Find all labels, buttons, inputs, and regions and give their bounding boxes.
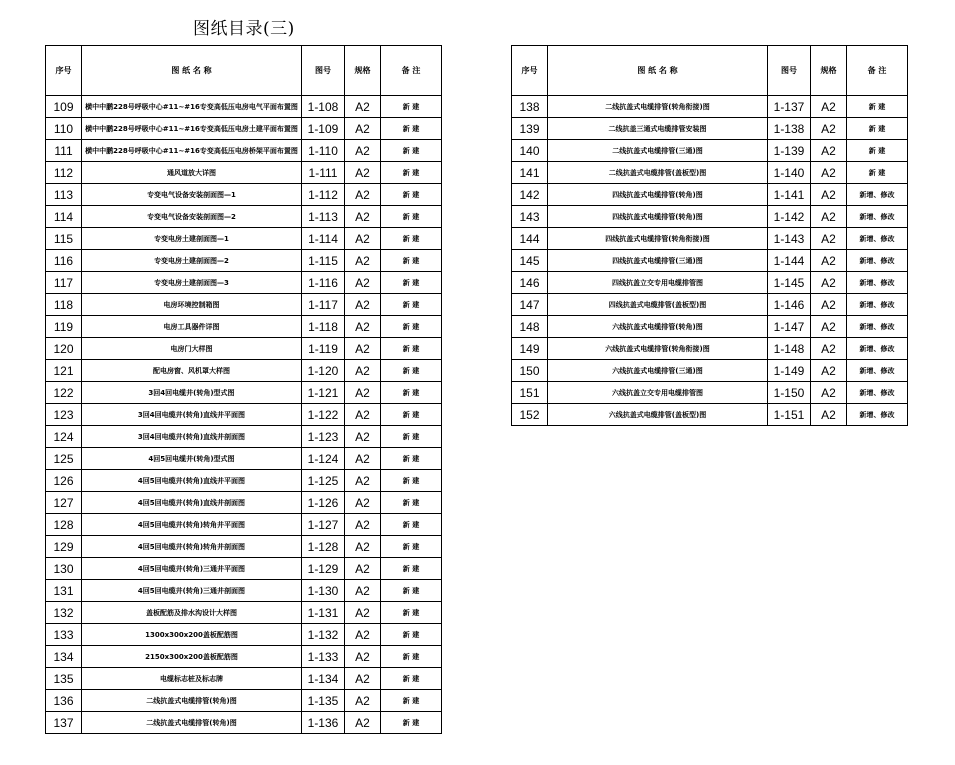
table-row xyxy=(46,382,442,404)
row-number: 136 xyxy=(46,690,82,712)
row-number: 119 xyxy=(46,316,82,338)
drawing-code: 1-110 xyxy=(302,140,345,162)
paper-size: A2 xyxy=(811,382,847,404)
table-row xyxy=(46,580,442,602)
drawing-code: 1-123 xyxy=(302,426,345,448)
remark: 新 建 xyxy=(381,96,442,118)
drawing-name: 通风道放大详图 xyxy=(82,162,302,184)
table-row xyxy=(512,250,908,272)
drawing-code: 1-108 xyxy=(302,96,345,118)
paper-size: A2 xyxy=(345,448,381,470)
drawing-name: 二线抗盖式电缆排管(转角)图 xyxy=(82,690,302,712)
row-number: 137 xyxy=(46,712,82,734)
page-title: 图纸目录(三) xyxy=(193,19,295,39)
drawing-name: 横中中鹏228号呼吸中心#11~#16专变高低压电房桥架平面布置图 xyxy=(82,140,302,162)
paper-size: A2 xyxy=(345,426,381,448)
paper-size: A2 xyxy=(345,536,381,558)
drawing-name: 盖板配筋及排水沟设计大样图 xyxy=(82,602,302,624)
drawing-name: 电缆标志桩及标志牌 xyxy=(82,668,302,690)
table-row xyxy=(46,96,442,118)
drawing-name: 二线抗盖式电缆排管(转角衔接)图 xyxy=(548,96,768,118)
remark: 新 建 xyxy=(381,558,442,580)
remark: 新 建 xyxy=(381,316,442,338)
drawing-name: 四线抗盖式电缆排管(转角)图 xyxy=(548,184,768,206)
remark: 新 建 xyxy=(381,646,442,668)
drawing-code: 1-144 xyxy=(768,250,811,272)
table-row xyxy=(512,118,908,140)
drawing-code: 1-124 xyxy=(302,448,345,470)
table-row xyxy=(512,96,908,118)
remark: 新 建 xyxy=(381,624,442,646)
row-number: 116 xyxy=(46,250,82,272)
remark: 新 建 xyxy=(381,580,442,602)
remark: 新增、修改 xyxy=(847,316,908,338)
remark: 新 建 xyxy=(381,382,442,404)
remark: 新增、修改 xyxy=(847,184,908,206)
drawing-name: 4回5回电缆井(转角)三通井剖面图 xyxy=(82,580,302,602)
table-row xyxy=(46,426,442,448)
table-row xyxy=(46,602,442,624)
remark: 新 建 xyxy=(381,426,442,448)
table-row xyxy=(46,448,442,470)
remark: 新 建 xyxy=(381,668,442,690)
table-row xyxy=(46,338,442,360)
paper-size: A2 xyxy=(811,272,847,294)
table-row xyxy=(512,382,908,404)
table-row xyxy=(512,338,908,360)
drawing-name: 专变电气设备安装剖面图—1 xyxy=(82,184,302,206)
drawing-name: 四线抗盖式电缆排管(三通)图 xyxy=(548,250,768,272)
drawing-code: 1-137 xyxy=(768,96,811,118)
row-number: 141 xyxy=(512,162,548,184)
drawing-code: 1-136 xyxy=(302,712,345,734)
paper-size: A2 xyxy=(345,514,381,536)
drawing-code: 1-127 xyxy=(302,514,345,536)
paper-size: A2 xyxy=(345,382,381,404)
paper-size: A2 xyxy=(345,712,381,734)
table-row xyxy=(46,140,442,162)
remark: 新 建 xyxy=(381,294,442,316)
drawing-code: 1-140 xyxy=(768,162,811,184)
row-number: 138 xyxy=(512,96,548,118)
drawing-name: 六线抗盖式电缆排管(转角衔接)图 xyxy=(548,338,768,360)
table-row xyxy=(46,690,442,712)
paper-size: A2 xyxy=(345,624,381,646)
drawing-code: 1-120 xyxy=(302,360,345,382)
table-row xyxy=(46,272,442,294)
table-row xyxy=(512,140,908,162)
row-number: 131 xyxy=(46,580,82,602)
table-row xyxy=(46,206,442,228)
table-row xyxy=(46,668,442,690)
row-number: 146 xyxy=(512,272,548,294)
paper-size: A2 xyxy=(811,316,847,338)
remark: 新增、修改 xyxy=(847,294,908,316)
drawing-name: 4回5回电缆井(转角)型式图 xyxy=(82,448,302,470)
col-header-code: 图号 xyxy=(768,46,811,96)
remark: 新增、修改 xyxy=(847,206,908,228)
row-number: 129 xyxy=(46,536,82,558)
paper-size: A2 xyxy=(345,316,381,338)
remark: 新 建 xyxy=(381,536,442,558)
row-number: 134 xyxy=(46,646,82,668)
drawing-code: 1-130 xyxy=(302,580,345,602)
table-header-row xyxy=(512,46,908,96)
paper-size: A2 xyxy=(345,690,381,712)
drawing-code: 1-131 xyxy=(302,602,345,624)
remark: 新增、修改 xyxy=(847,382,908,404)
drawing-name: 四线抗盖立交专用电缆排管图 xyxy=(548,272,768,294)
paper-size: A2 xyxy=(811,250,847,272)
table-row xyxy=(512,162,908,184)
table-row xyxy=(46,316,442,338)
drawing-code: 1-132 xyxy=(302,624,345,646)
table-row xyxy=(46,558,442,580)
table-row xyxy=(46,624,442,646)
paper-size: A2 xyxy=(811,294,847,316)
drawing-name: 1300x300x200盖板配筋图 xyxy=(82,624,302,646)
drawing-name: 专变电房土建剖面图—1 xyxy=(82,228,302,250)
remark: 新 建 xyxy=(381,514,442,536)
drawing-name: 电房环境控制箱图 xyxy=(82,294,302,316)
drawing-code: 1-126 xyxy=(302,492,345,514)
drawing-name: 二线抗盖式电缆排管(盖板型)图 xyxy=(548,162,768,184)
drawing-code: 1-147 xyxy=(768,316,811,338)
drawing-code: 1-146 xyxy=(768,294,811,316)
row-number: 151 xyxy=(512,382,548,404)
table-row xyxy=(46,470,442,492)
table-header-row xyxy=(46,46,442,96)
drawing-name: 六线抗盖立交专用电缆排管图 xyxy=(548,382,768,404)
row-number: 148 xyxy=(512,316,548,338)
paper-size: A2 xyxy=(345,250,381,272)
paper-size: A2 xyxy=(811,206,847,228)
col-header-size: 规格 xyxy=(345,46,381,96)
paper-size: A2 xyxy=(345,404,381,426)
drawing-code: 1-135 xyxy=(302,690,345,712)
row-number: 109 xyxy=(46,96,82,118)
col-header-remark: 备 注 xyxy=(381,46,442,96)
drawing-code: 1-128 xyxy=(302,536,345,558)
paper-size: A2 xyxy=(345,272,381,294)
row-number: 147 xyxy=(512,294,548,316)
drawing-code: 1-122 xyxy=(302,404,345,426)
table-row xyxy=(46,250,442,272)
row-number: 120 xyxy=(46,338,82,360)
drawing-code: 1-141 xyxy=(768,184,811,206)
drawing-name: 3回4回电缆井(转角)直线井剖面图 xyxy=(82,426,302,448)
table-row xyxy=(46,162,442,184)
paper-size: A2 xyxy=(811,338,847,360)
paper-size: A2 xyxy=(345,338,381,360)
row-number: 135 xyxy=(46,668,82,690)
row-number: 130 xyxy=(46,558,82,580)
remark: 新 建 xyxy=(381,404,442,426)
table-row xyxy=(46,536,442,558)
row-number: 143 xyxy=(512,206,548,228)
drawing-code: 1-133 xyxy=(302,646,345,668)
remark: 新 建 xyxy=(847,96,908,118)
paper-size: A2 xyxy=(345,602,381,624)
drawing-name: 二线抗盖式电缆排管(三通)图 xyxy=(548,140,768,162)
paper-size: A2 xyxy=(345,558,381,580)
table-row xyxy=(512,360,908,382)
col-header-code: 图号 xyxy=(302,46,345,96)
drawing-name: 四线抗盖式电缆排管(转角衔接)图 xyxy=(548,228,768,250)
drawing-name: 4回5回电缆井(转角)转角井剖面图 xyxy=(82,536,302,558)
drawing-name: 3回4回电缆井(转角)直线井平面图 xyxy=(82,404,302,426)
table-row xyxy=(512,184,908,206)
paper-size: A2 xyxy=(345,360,381,382)
paper-size: A2 xyxy=(345,492,381,514)
drawing-code: 1-143 xyxy=(768,228,811,250)
drawing-name: 电房工具器件详图 xyxy=(82,316,302,338)
col-header-size: 规格 xyxy=(811,46,847,96)
drawing-name: 四线抗盖式电缆排管(转角)图 xyxy=(548,206,768,228)
row-number: 150 xyxy=(512,360,548,382)
drawing-code: 1-116 xyxy=(302,272,345,294)
drawing-name: 横中中鹏228号呼吸中心#11~#16专变高低压电房电气平面布置图 xyxy=(82,96,302,118)
table-row xyxy=(46,646,442,668)
table-row xyxy=(512,272,908,294)
row-number: 140 xyxy=(512,140,548,162)
drawing-name: 3回4回电缆井(转角)型式图 xyxy=(82,382,302,404)
row-number: 128 xyxy=(46,514,82,536)
drawing-name: 横中中鹏228号呼吸中心#11~#16专变高低压电房土建平面布置图 xyxy=(82,118,302,140)
row-number: 113 xyxy=(46,184,82,206)
drawing-name: 电房门大样图 xyxy=(82,338,302,360)
table-row xyxy=(46,360,442,382)
row-number: 127 xyxy=(46,492,82,514)
drawing-name: 二线抗盖三通式电缆排管安装图 xyxy=(548,118,768,140)
drawing-code: 1-151 xyxy=(768,404,811,426)
row-number: 124 xyxy=(46,426,82,448)
table-row xyxy=(512,228,908,250)
drawing-list-table-left xyxy=(45,45,442,734)
row-number: 125 xyxy=(46,448,82,470)
drawing-code: 1-134 xyxy=(302,668,345,690)
drawing-code: 1-118 xyxy=(302,316,345,338)
remark: 新 建 xyxy=(381,206,442,228)
drawing-code: 1-121 xyxy=(302,382,345,404)
remark: 新 建 xyxy=(381,448,442,470)
drawing-code: 1-117 xyxy=(302,294,345,316)
paper-size: A2 xyxy=(811,162,847,184)
paper-size: A2 xyxy=(345,470,381,492)
drawing-name: 专变电房土建剖面图—2 xyxy=(82,250,302,272)
drawing-name: 四线抗盖式电缆排管(盖板型)图 xyxy=(548,294,768,316)
row-number: 133 xyxy=(46,624,82,646)
row-number: 115 xyxy=(46,228,82,250)
table-row xyxy=(46,514,442,536)
col-header-no: 序号 xyxy=(512,46,548,96)
table-row xyxy=(46,118,442,140)
drawing-code: 1-111 xyxy=(302,162,345,184)
drawing-code: 1-113 xyxy=(302,206,345,228)
paper-size: A2 xyxy=(811,140,847,162)
remark: 新 建 xyxy=(381,140,442,162)
remark: 新 建 xyxy=(847,118,908,140)
paper-size: A2 xyxy=(345,184,381,206)
table-row xyxy=(512,316,908,338)
drawing-code: 1-125 xyxy=(302,470,345,492)
drawing-code: 1-145 xyxy=(768,272,811,294)
drawing-code: 1-114 xyxy=(302,228,345,250)
row-number: 121 xyxy=(46,360,82,382)
table-row xyxy=(46,294,442,316)
remark: 新 建 xyxy=(381,360,442,382)
paper-size: A2 xyxy=(811,184,847,206)
row-number: 123 xyxy=(46,404,82,426)
paper-size: A2 xyxy=(811,118,847,140)
drawing-code: 1-139 xyxy=(768,140,811,162)
col-header-name: 图 纸 名 称 xyxy=(548,46,768,96)
col-header-no: 序号 xyxy=(46,46,82,96)
remark: 新 建 xyxy=(381,338,442,360)
remark: 新增、修改 xyxy=(847,272,908,294)
col-header-remark: 备 注 xyxy=(847,46,908,96)
drawing-name: 专变电气设备安装剖面图—2 xyxy=(82,206,302,228)
drawing-code: 1-129 xyxy=(302,558,345,580)
drawing-code: 1-115 xyxy=(302,250,345,272)
drawing-list-table-right xyxy=(511,45,908,426)
row-number: 118 xyxy=(46,294,82,316)
remark: 新 建 xyxy=(381,162,442,184)
row-number: 112 xyxy=(46,162,82,184)
remark: 新增、修改 xyxy=(847,360,908,382)
row-number: 110 xyxy=(46,118,82,140)
paper-size: A2 xyxy=(811,360,847,382)
remark: 新增、修改 xyxy=(847,338,908,360)
remark: 新 建 xyxy=(381,712,442,734)
drawing-name: 六线抗盖式电缆排管(转角)图 xyxy=(548,316,768,338)
row-number: 142 xyxy=(512,184,548,206)
row-number: 144 xyxy=(512,228,548,250)
drawing-name: 4回5回电缆井(转角)转角井平面图 xyxy=(82,514,302,536)
paper-size: A2 xyxy=(345,668,381,690)
table-row xyxy=(46,228,442,250)
drawing-code: 1-138 xyxy=(768,118,811,140)
row-number: 114 xyxy=(46,206,82,228)
drawing-code: 1-142 xyxy=(768,206,811,228)
drawing-code: 1-148 xyxy=(768,338,811,360)
row-number: 122 xyxy=(46,382,82,404)
drawing-code: 1-119 xyxy=(302,338,345,360)
remark: 新 建 xyxy=(381,228,442,250)
drawing-code: 1-112 xyxy=(302,184,345,206)
row-number: 152 xyxy=(512,404,548,426)
remark: 新增、修改 xyxy=(847,404,908,426)
drawing-name: 4回5回电缆井(转角)三通井平面图 xyxy=(82,558,302,580)
row-number: 126 xyxy=(46,470,82,492)
drawing-code: 1-150 xyxy=(768,382,811,404)
table-row xyxy=(512,294,908,316)
table-row xyxy=(46,712,442,734)
paper-size: A2 xyxy=(345,162,381,184)
paper-size: A2 xyxy=(345,206,381,228)
drawing-name: 2150x300x200盖板配筋图 xyxy=(82,646,302,668)
drawing-code: 1-149 xyxy=(768,360,811,382)
remark: 新 建 xyxy=(381,118,442,140)
remark: 新 建 xyxy=(381,602,442,624)
drawing-name: 二线抗盖式电缆排管(转角)图 xyxy=(82,712,302,734)
paper-size: A2 xyxy=(811,228,847,250)
remark: 新 建 xyxy=(381,492,442,514)
paper-size: A2 xyxy=(345,228,381,250)
row-number: 117 xyxy=(46,272,82,294)
row-number: 145 xyxy=(512,250,548,272)
remark: 新 建 xyxy=(847,162,908,184)
remark: 新增、修改 xyxy=(847,228,908,250)
col-header-name: 图 纸 名 称 xyxy=(82,46,302,96)
paper-size: A2 xyxy=(811,404,847,426)
drawing-name: 六线抗盖式电缆排管(盖板型)图 xyxy=(548,404,768,426)
drawing-name: 4回5回电缆井(转角)直线井平面图 xyxy=(82,470,302,492)
row-number: 139 xyxy=(512,118,548,140)
paper-size: A2 xyxy=(345,118,381,140)
drawing-name: 4回5回电缆井(转角)直线井剖面图 xyxy=(82,492,302,514)
drawing-name: 配电房窗、风机罩大样图 xyxy=(82,360,302,382)
row-number: 132 xyxy=(46,602,82,624)
row-number: 149 xyxy=(512,338,548,360)
remark: 新 建 xyxy=(381,690,442,712)
table-row xyxy=(46,492,442,514)
paper-size: A2 xyxy=(345,646,381,668)
remark: 新 建 xyxy=(847,140,908,162)
remark: 新 建 xyxy=(381,184,442,206)
drawing-name: 专变电房土建剖面图—3 xyxy=(82,272,302,294)
paper-size: A2 xyxy=(345,140,381,162)
paper-size: A2 xyxy=(345,580,381,602)
table-row xyxy=(512,206,908,228)
paper-size: A2 xyxy=(345,294,381,316)
paper-size: A2 xyxy=(811,96,847,118)
paper-size: A2 xyxy=(345,96,381,118)
table-row xyxy=(512,404,908,426)
drawing-code: 1-109 xyxy=(302,118,345,140)
remark: 新增、修改 xyxy=(847,250,908,272)
remark: 新 建 xyxy=(381,272,442,294)
drawing-name: 六线抗盖式电缆排管(三通)图 xyxy=(548,360,768,382)
table-row xyxy=(46,404,442,426)
row-number: 111 xyxy=(46,140,82,162)
remark: 新 建 xyxy=(381,470,442,492)
table-row xyxy=(46,184,442,206)
remark: 新 建 xyxy=(381,250,442,272)
